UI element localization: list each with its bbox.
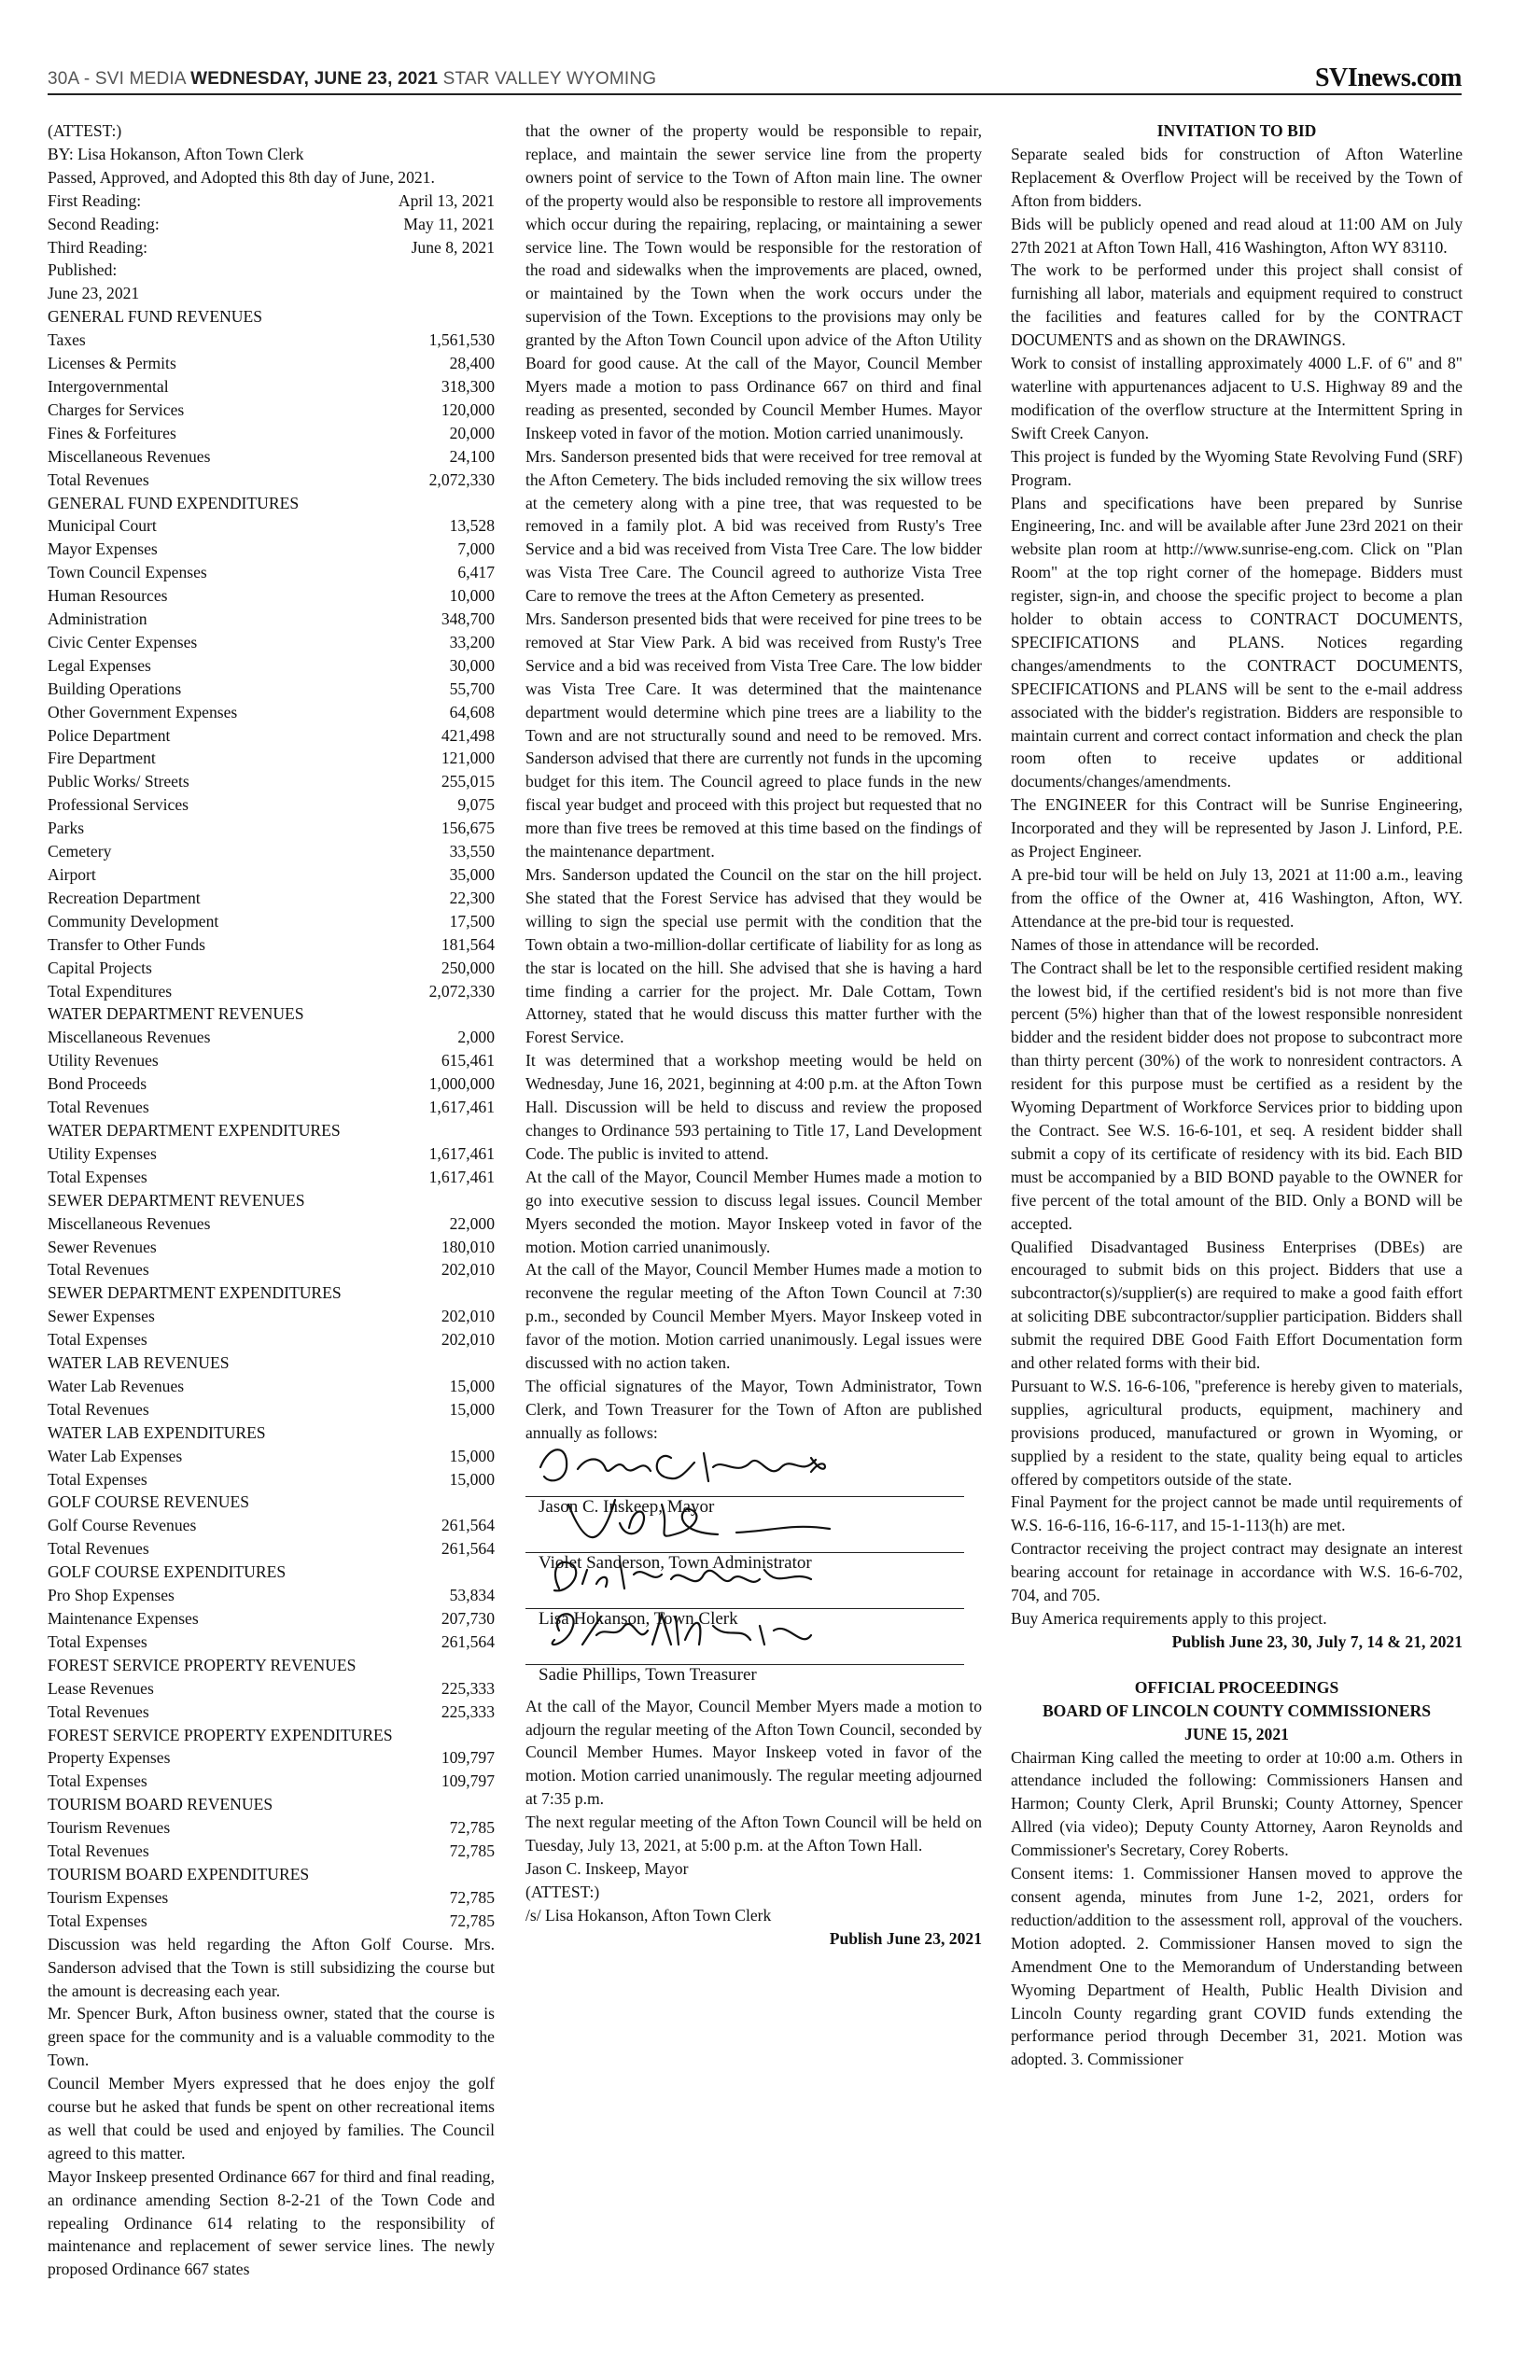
- row-amount: 22,000: [449, 1213, 495, 1233]
- budget-heading: FOREST SERVICE PROPERTY REVENUES: [48, 1655, 357, 1674]
- row-amount: 202,010: [441, 1260, 495, 1280]
- row-amount: 261,564: [441, 1516, 495, 1535]
- budget-heading: WATER DEPARTMENT EXPENDITURES: [48, 1120, 341, 1140]
- budget-row: [48, 1514, 495, 1537]
- paragraph: Mrs. Sanderson updated the Council on the star on the hill project. She stated that the Forest Service has advised that they would be willing to sign the special use permit with the condition that the Town obtain a two-million-dollar certificate of liability for as long as the star is located on the hill. She advised that she is having a hard time finding a carrier for the project. Mr. Dale Cottam, Town Attorney, stated that he would discuss this matter further with the Forest Service.: [525, 865, 982, 1047]
- row-label: Third Reading:: [48, 237, 148, 257]
- budget-row: [48, 1886, 495, 1910]
- paragraph: Mr. Spencer Burk, Afton business owner, stated that the course is green space for the community and is a valuable commodity to the Town.: [48, 2004, 495, 2070]
- budget-heading: TOURISM BOARD REVENUES: [48, 1795, 273, 1814]
- row-amount: 1,617,461: [428, 1098, 495, 1117]
- paragraph: Mayor Inskeep presented Ordinance 667 for third and final reading, an ordinance amending Section 8-2-21 of the Town Code and repealing Ordinance 614 relating to the responsibility of maintenance and replacement of sewer service lines. The newly proposed Ordinance 667 states: [48, 2166, 495, 2279]
- budget-row: [48, 1328, 495, 1351]
- column-town-budget: [48, 119, 495, 2281]
- budget-row: [48, 375, 495, 399]
- row-label: Building Operations: [48, 679, 182, 698]
- row-amount: 202,010: [441, 1307, 495, 1326]
- signatory-name: Sadie Phillips, Town Treasurer: [539, 1664, 757, 1685]
- row-label: Total Revenues: [48, 1701, 149, 1721]
- page-header: [48, 65, 1462, 95]
- budget-row: [48, 770, 495, 793]
- row-label: Miscellaneous Revenues: [48, 446, 211, 466]
- row-amount: 2,072,330: [428, 981, 495, 1001]
- row-amount: 180,010: [441, 1237, 495, 1256]
- bid-title: INVITATION TO BID: [1156, 121, 1317, 140]
- budget-row: [48, 1398, 495, 1421]
- budget-row: [48, 584, 495, 608]
- budget-heading: GENERAL FUND EXPENDITURES: [48, 493, 300, 512]
- paragraph: that the owner of the property would be responsible to repair, replace, and maintain the sewer service line from the property owners point of service to the Town of Afton main line. The owner of the property would also be responsible to restore all improvements which occur during the repairing, replacing, or maintaining a sewer service line. The Town would be responsible for the restoration of the road and sidewalks when the improvements are placed, owned, or maintained by the Town when the work occurs under the supervision of the Town. Exceptions to the provisions may only be granted by the Afton Town Council upon advice of the Afton Utility Board for good cause. At the call of the Mayor, Council Member Myers made a motion to pass Ordinance 667 on third and final reading as presented, seconded by Council Member Humes. Mayor Inskeep voted in favor of the motion. Motion carried unanimously.: [525, 121, 982, 442]
- row-label: Human Resources: [48, 586, 168, 606]
- signature-line: [525, 1633, 982, 1685]
- closing-paragraphs: [525, 1695, 982, 1857]
- budget-row: [48, 1840, 495, 1863]
- row-amount: 109,797: [441, 1771, 495, 1791]
- proceedings-heading: BOARD OF LINCOLN COUNTY COMMISSIONERS: [1042, 1701, 1432, 1720]
- paragraph: The next regular meeting of the Afton Town Council will be held on Tuesday, July 13, 2021, at 5:00 p.m. at the Afton Town Hall.: [525, 1813, 982, 1855]
- paragraph: Discussion was held regarding the Afton Golf Course. Mrs. Sanderson advised that the Town is still subsidizing the course but the amount is decreasing each year.: [48, 1934, 495, 2000]
- row-label: Lease Revenues: [48, 1678, 154, 1698]
- budget-row: [48, 817, 495, 840]
- row-amount: 121,000: [441, 749, 495, 768]
- proceedings-heading: JUNE 15, 2021: [1184, 1724, 1289, 1743]
- reading-row: [48, 236, 495, 259]
- budget-row: [48, 1305, 495, 1328]
- row-label: First Reading:: [48, 190, 142, 210]
- published-line: Published:: [48, 260, 118, 280]
- row-amount: 207,730: [441, 1609, 495, 1628]
- handwritten-signature: [531, 1607, 970, 1663]
- row-label: Maintenance Expenses: [48, 1609, 199, 1628]
- proceedings-title: [1011, 1676, 1463, 1746]
- intro-line: BY: Lisa Hokanson, Afton Town Clerk: [48, 144, 304, 163]
- row-amount: 181,564: [441, 934, 495, 954]
- row-label: Pro Shop Expenses: [48, 1586, 175, 1605]
- budget-row: [48, 1468, 495, 1491]
- paragraph: At the call of the Mayor, Council Member Humes made a motion to go into executive session to discuss legal issues. Council Member Myers seconded the motion. Mayor Inskeep voted in favor of the motion. Motion carried unanimously.: [525, 1167, 982, 1256]
- budget-row: [48, 1072, 495, 1096]
- row-label: Licenses & Permits: [48, 354, 176, 373]
- budget-row: [48, 1910, 495, 1933]
- paragraph: Bids will be publicly opened and read aloud at 11:00 AM on July 27th 2021 at Afton Town Hall, 416 Washington, Afton WY 83110.: [1011, 214, 1463, 257]
- signoff-line: (ATTEST:): [525, 1882, 600, 1901]
- row-label: Total Revenues: [48, 1539, 149, 1559]
- paragraph: Pursuant to W.S. 16-6-106, "preference is hereby given to materials, supplies, agricultural products, equipment, machinery and provisions produced, manufactured or grown in Wyoming, or supplied by a resident to the state, quality being equal to articles offered by competitors outside of the state.: [1011, 1376, 1463, 1489]
- budget-row: [48, 933, 495, 957]
- budget-heading: GOLF COURSE REVENUES: [48, 1492, 250, 1512]
- row-label: Intergovernmental: [48, 376, 169, 396]
- row-label: Public Works/ Streets: [48, 772, 189, 791]
- header-left: [48, 69, 656, 90]
- column-notices: [1011, 119, 1463, 2071]
- row-label: Water Lab Expenses: [48, 1446, 183, 1465]
- row-label: Charges for Services: [48, 399, 185, 419]
- budget-table: [48, 305, 495, 1932]
- row-amount: 109,797: [441, 1748, 495, 1768]
- paragraph: Chairman King called the meeting to order at 10:00 a.m. Others in attendance included the following: Commissioners Hansen and Harmon; County Clerk, April Brunski; County Attorney, Spencer Allred (via video); Deputy County Attorney, Aaron Reynolds and Commissioner's Secretary, Corey Roberts.: [1011, 1747, 1463, 1860]
- row-label: Sewer Expenses: [48, 1307, 155, 1326]
- row-label: Sewer Revenues: [48, 1237, 157, 1256]
- budget-row: [48, 1375, 495, 1398]
- paragraph: Buy America requirements apply to this project.: [1011, 1609, 1327, 1628]
- budget-row: [48, 1445, 495, 1468]
- row-amount: 6,417: [457, 563, 495, 582]
- budget-row: [48, 793, 495, 817]
- budget-row: [48, 422, 495, 445]
- row-amount: 318,300: [441, 376, 495, 396]
- header-section: 30A - SVI MEDIA: [48, 69, 186, 89]
- budget-row: [48, 1049, 495, 1072]
- paragraph: Council Member Myers expressed that he does enjoy the golf course but he asked that funds be spent on other recreational items as well that could be used and enjoyed by families. The Council agreed to this matter.: [48, 2074, 495, 2163]
- row-label: Total Expenditures: [48, 981, 173, 1001]
- row-label: Bond Proceeds: [48, 1074, 147, 1094]
- row-label: Tourism Revenues: [48, 1818, 171, 1838]
- paragraph: At the call of the Mayor, Council Member Myers made a motion to adjourn the regular meeting of the Afton Town Council, seconded by Council Member Humes. Mayor Inskeep voted in favor of the motion. Motion carried unanimously. The regular meeting adjourned at 7:35 p.m.: [525, 1696, 982, 1809]
- row-label: Parks: [48, 819, 85, 838]
- row-amount: 348,700: [441, 609, 495, 629]
- row-amount: 64,608: [449, 702, 495, 721]
- row-amount: 1,561,530: [428, 330, 495, 350]
- row-amount: 225,333: [441, 1701, 495, 1721]
- row-amount: 15,000: [449, 1376, 495, 1395]
- paragraph: The ENGINEER for this Contract will be Sunrise Engineering, Incorporated and they will be represented by Jason J. Linford, P.E. as Project Engineer.: [1011, 795, 1463, 861]
- budget-heading: GENERAL FUND REVENUES: [48, 307, 263, 327]
- paragraph: Plans and specifications have been prepared by Sunrise Engineering, Inc. and will be available after June 23rd 2021 on their website plan room at http://www.sunrise-eng.com. Click on "Plan Room" at the top right corner of the homepage. Bidders must register, sign-in, and choose the specific project to become a plan holder to obtain access to CONTRACT DOCUMENTS, SPECIFICATIONS and PLANS. Notices regarding changes/amendments to the CONTRACT DOCUMENTS, SPECIFICATIONS and PLANS will be sent to the e-mail address associated with the bidder's registration. Bidders are responsible to maintain current and correct contact information and check the plan room often to receive updates or additional documents/changes/amendments.: [1011, 493, 1463, 791]
- row-label: Total Revenues: [48, 469, 149, 489]
- row-label: Total Revenues: [48, 1399, 149, 1419]
- row-label: Miscellaneous Revenues: [48, 1213, 211, 1233]
- budget-row: [48, 724, 495, 748]
- row-label: Police Department: [48, 725, 171, 745]
- budget-row: [48, 957, 495, 980]
- row-amount: 15,000: [449, 1446, 495, 1465]
- budget-row: [48, 1607, 495, 1631]
- budget-row: [48, 1142, 495, 1166]
- paragraph: The work to be performed under this project shall consist of furnishing all labor, materials and equipment required to construct the facilities and features called for by the CONTRACT DOCUMENTS and as shown on the DRAWINGS.: [1011, 260, 1463, 350]
- budget-row: [48, 701, 495, 724]
- row-label: Fire Department: [48, 749, 156, 768]
- paragraph: This project is funded by the Wyoming State Revolving Fund (SRF) Program.: [1011, 446, 1463, 489]
- paragraph: Final Payment for the project cannot be made until requirements of W.S. 16-6-116, 16-6-117, and 15-1-113(h) are met.: [1011, 1492, 1463, 1535]
- row-label: Miscellaneous Revenues: [48, 1028, 211, 1047]
- row-amount: May 11, 2021: [403, 214, 495, 233]
- row-amount: 255,015: [441, 772, 495, 791]
- row-label: Tourism Expenses: [48, 1887, 169, 1907]
- row-amount: 2,072,330: [428, 469, 495, 489]
- budget-row: [48, 538, 495, 561]
- paragraph: The Contract shall be let to the responsible certified resident making the lowest bid, if the certified resident's bid is not more than five percent (5%) higher than that of the lowest responsible nonresident bidder and the resident bidder does not propose to subcontract more than thirty percent (30%) of the work to nonresident contractors. A resident for this purpose must be certified as a resident by the Wyoming Department of Workforce Services prior to bidding upon the Contract. See W.S. 16-6-101, et seq. A resident bidder shall submit a copy of its certificate of residency with its bid. Each BID must be accompanied by a BID BOND payable to the OWNER for five percent of the total amount of the BID. Only a BOND will be accepted.: [1011, 958, 1463, 1233]
- row-amount: 53,834: [449, 1586, 495, 1605]
- budget-heading: TOURISM BOARD EXPENDITURES: [48, 1864, 310, 1883]
- row-label: Fines & Forfeitures: [48, 423, 176, 442]
- budget-row: [48, 1701, 495, 1724]
- row-amount: 28,400: [449, 354, 495, 373]
- budget-heading: SEWER DEPARTMENT REVENUES: [48, 1190, 305, 1210]
- budget-row: [48, 1236, 495, 1259]
- row-amount: 1,000,000: [428, 1074, 495, 1094]
- row-label: Airport: [48, 865, 96, 884]
- budget-heading: WATER LAB EXPENDITURES: [48, 1422, 266, 1442]
- signatory-name: Violet Sanderson, Town Administrator: [539, 1552, 812, 1573]
- row-amount: 250,000: [441, 958, 495, 977]
- signoff-line: Jason C. Inskeep, Mayor: [525, 1859, 689, 1878]
- budget-row: [48, 1746, 495, 1770]
- paragraph: Qualified Disadvantaged Business Enterprises (DBEs) are encouraged to submit bids on this project. Bidders that use a subcontractor(s)/supplier(s) are required to make a good faith effort at soliciting DBE subcontractor/supplier participation. Bidders shall submit the required DBE Good Faith Effort Documentation form and other related forms with their bid.: [1011, 1237, 1463, 1373]
- budget-heading: FOREST SERVICE PROPERTY EXPENDITURES: [48, 1725, 393, 1744]
- budget-row: [48, 747, 495, 770]
- budget-row: [48, 1677, 495, 1701]
- row-label: Municipal Court: [48, 516, 157, 536]
- row-amount: 35,000: [449, 865, 495, 884]
- row-amount: 120,000: [441, 399, 495, 419]
- paragraph: Contractor receiving the project contract may designate an interest bearing account for retainage in accordance with W.S. 16-6-702, 704, and 705.: [1011, 1539, 1463, 1605]
- handwritten-signature: [531, 1439, 970, 1495]
- row-amount: 72,785: [449, 1818, 495, 1838]
- paragraph: Consent items: 1. Commissioner Hansen moved to approve the consent agenda, minutes from June 1-2, 2021, orders for reduction/addition to the assessment roll, approval of the vouchers. Motion adopted. 2. Commissioner Hansen moved to sign the Amendment One to the Memorandum of Understanding between Wyoming Department of Health, Public Health Division and Lincoln County regarding grant COVID funds extending the performance period through December 31, 2021. Motion was adopted. 3. Commissioner: [1011, 1864, 1463, 2069]
- budget-row: [48, 1258, 495, 1281]
- row-label: Total Expenses: [48, 1631, 147, 1651]
- budget-row: [48, 1584, 495, 1607]
- budget-row: [48, 1631, 495, 1654]
- budget-row: [48, 887, 495, 910]
- row-label: Total Revenues: [48, 1098, 149, 1117]
- signoff-block: [525, 1857, 982, 1927]
- row-amount: 261,564: [441, 1631, 495, 1651]
- row-label: Total Expenses: [48, 1911, 147, 1930]
- row-label: Property Expenses: [48, 1748, 171, 1768]
- row-label: Administration: [48, 609, 147, 629]
- row-amount: 13,528: [449, 516, 495, 536]
- row-label: Taxes: [48, 330, 86, 350]
- row-label: Legal Expenses: [48, 655, 151, 675]
- row-label: Civic Center Expenses: [48, 632, 198, 651]
- row-label: Total Revenues: [48, 1260, 149, 1280]
- budget-row: [48, 469, 495, 492]
- row-label: Recreation Department: [48, 888, 201, 907]
- budget-row: [48, 608, 495, 631]
- row-label: Capital Projects: [48, 958, 152, 977]
- published-line: June 23, 2021: [48, 284, 140, 303]
- reading-row: [48, 213, 495, 236]
- row-label: Mayor Expenses: [48, 539, 158, 559]
- row-amount: 72,785: [449, 1911, 495, 1930]
- budget-row: [48, 1816, 495, 1840]
- publish-line: Publish June 23, 2021: [829, 1928, 982, 1948]
- row-amount: 33,200: [449, 632, 495, 651]
- row-amount: 261,564: [441, 1539, 495, 1559]
- row-amount: 33,550: [449, 842, 495, 861]
- budget-row: [48, 399, 495, 422]
- paragraph: Separate sealed bids for construction of Afton Waterline Replacement & Overflow Project will be received by the Town of Afton from bidders.: [1011, 144, 1463, 210]
- budget-heading: WATER DEPARTMENT REVENUES: [48, 1004, 304, 1024]
- paragraph: Names of those in attendance will be recorded.: [1011, 934, 1320, 954]
- signatory-name: Jason C. Inskeep, Mayor: [539, 1496, 715, 1517]
- budget-row: [48, 1026, 495, 1049]
- published-block: [48, 259, 495, 305]
- attest-block: [48, 119, 495, 189]
- row-amount: 225,333: [441, 1678, 495, 1698]
- row-amount: 615,461: [441, 1051, 495, 1071]
- paragraph: A pre-bid tour will be held on July 13, 2021 at 11:00 a.m., leaving from the office of the Owner at, 416 Washington, Afton, WY. Attendance at the pre-bid tour is requested.: [1011, 865, 1463, 931]
- minutes-paragraphs: [525, 119, 982, 1445]
- reading-row: [48, 189, 495, 213]
- row-amount: 55,700: [449, 679, 495, 698]
- budget-row: [48, 1537, 495, 1561]
- budget-row: [48, 561, 495, 584]
- paragraph: Work to consist of installing approximately 4000 L.F. of 6" and 8" waterline with appurtenances adjacent to U.S. Highway 89 and the modification of the overflow structure at the Intermittent Spring in Swift Creek Canyon.: [1011, 354, 1463, 442]
- minutes-paragraphs: [48, 1933, 495, 2282]
- budget-heading: GOLF COURSE EXPENDITURES: [48, 1562, 287, 1582]
- row-label: Second Reading:: [48, 214, 160, 233]
- row-label: Total Expenses: [48, 1330, 147, 1350]
- header-date: WEDNESDAY, JUNE 23, 2021: [190, 69, 439, 89]
- budget-row: [48, 1212, 495, 1236]
- signoff-line: /s/ Lisa Hokanson, Afton Town Clerk: [525, 1905, 772, 1925]
- paragraph: It was determined that a workshop meeting would be held on Wednesday, June 16, 2021, beginning at 4:00 p.m. at the Afton Town Hall. Discussion will be held to discuss and review the proposed changes to Ordinance 593 pertaining to Title 17, Land Development Code. The public is invited to attend.: [525, 1051, 982, 1163]
- paragraph: Mrs. Sanderson presented bids that were received for tree removal at the Afton Cemetery. The bids included removing the six willow trees at the cemetery along with a pine tree, that was requested to be removed in a family plot. A bid was received from Rusty's Tree Service and a bid was received from Vista Tree Care. The low bidder was Vista Tree Care. The Council agreed to authorize Vista Tree Care to remove the trees at the Afton Cemetery as presented.: [525, 446, 982, 606]
- row-label: Total Expenses: [48, 1469, 147, 1489]
- row-amount: 1,617,461: [428, 1143, 495, 1163]
- row-label: Water Lab Revenues: [48, 1376, 185, 1395]
- row-label: Golf Course Revenues: [48, 1516, 197, 1535]
- row-amount: 2,000: [457, 1028, 495, 1047]
- signatures-block: [525, 1465, 982, 1685]
- site-name[interactable]: SVInews.com: [1314, 63, 1462, 92]
- budget-row: [48, 863, 495, 887]
- handwritten-signature: [531, 1551, 970, 1607]
- bid-paragraphs: [1011, 143, 1463, 1631]
- row-amount: 9,075: [457, 795, 495, 815]
- row-amount: 17,500: [449, 911, 495, 931]
- budget-row: [48, 1096, 495, 1119]
- row-amount: 7,000: [457, 539, 495, 559]
- proceedings-paragraphs: [1011, 1746, 1463, 2072]
- row-amount: 1,617,461: [428, 1167, 495, 1186]
- budget-row: [48, 631, 495, 654]
- budget-row: [48, 445, 495, 469]
- budget-row: [48, 840, 495, 863]
- budget-row: [48, 329, 495, 352]
- row-amount: April 13, 2021: [398, 190, 495, 210]
- row-amount: 10,000: [449, 586, 495, 606]
- paragraph: Mrs. Sanderson presented bids that were received for pine trees to be removed at Star View Park. A bid was received from Rusty's Tree Service and a bid was received from Vista Tree Care. The low bidder was Vista Tree Care. It was determined that the maintenance department would determine which pine trees are a liability to the Town and are not structurally sound and need to be removed. Mrs. Sanderson advised that there are currently not funds in the upcoming budget for this item. The Council agreed to place funds in the new fiscal year budget and proceed with this project but requested that no more than five trees be removed at this time based on the findings of the maintenance department.: [525, 609, 982, 861]
- handwritten-signature: [531, 1495, 970, 1551]
- header-location: STAR VALLEY WYOMING: [442, 69, 657, 89]
- row-amount: 20,000: [449, 423, 495, 442]
- row-amount: 15,000: [449, 1469, 495, 1489]
- budget-heading: WATER LAB REVENUES: [48, 1353, 230, 1373]
- budget-row: [48, 910, 495, 933]
- budget-heading: SEWER DEPARTMENT EXPENDITURES: [48, 1283, 342, 1303]
- budget-row: [48, 678, 495, 701]
- budget-row: [48, 514, 495, 538]
- row-label: Total Expenses: [48, 1771, 147, 1791]
- row-amount: 72,785: [449, 1887, 495, 1907]
- budget-row: [48, 1770, 495, 1793]
- row-amount: 156,675: [441, 819, 495, 838]
- bid-publish-line: Publish June 23, 30, July 7, 14 & 21, 2021: [1171, 1631, 1463, 1651]
- row-label: Transfer to Other Funds: [48, 934, 205, 954]
- row-label: Town Council Expenses: [48, 563, 207, 582]
- row-label: Professional Services: [48, 795, 189, 815]
- row-amount: 202,010: [441, 1330, 495, 1350]
- intro-line: (ATTEST:): [48, 121, 122, 140]
- readings-list: [48, 189, 495, 259]
- budget-row: [48, 1166, 495, 1189]
- row-label: Total Revenues: [48, 1841, 149, 1861]
- intro-line: Passed, Approved, and Adopted this 8th day of June, 2021.: [48, 167, 435, 187]
- budget-row: [48, 654, 495, 678]
- row-label: Other Government Expenses: [48, 702, 238, 721]
- paragraph: At the call of the Mayor, Council Member Humes made a motion to reconvene the regular meeting of the Afton Town Council at 7:30 p.m., seconded by Council Member Myers. Mayor Inskeep voted in favor of the motion. Motion carried unanimously. Legal issues were discussed with no action taken.: [525, 1260, 982, 1373]
- row-label: Utility Revenues: [48, 1051, 159, 1071]
- row-amount: 421,498: [441, 725, 495, 745]
- row-amount: 15,000: [449, 1399, 495, 1419]
- paragraph: The official signatures of the Mayor, Town Administrator, Town Clerk, and Town Treasurer for the Town of Afton are published annually as follows:: [525, 1376, 982, 1442]
- row-amount: 22,300: [449, 888, 495, 907]
- row-label: Total Expenses: [48, 1167, 147, 1186]
- proceedings-heading: OFFICIAL PROCEEDINGS: [1134, 1677, 1339, 1697]
- column-council-minutes: [525, 119, 982, 1951]
- row-label: Community Development: [48, 911, 219, 931]
- budget-row: [48, 980, 495, 1003]
- row-label: Utility Expenses: [48, 1143, 157, 1163]
- budget-row: [48, 352, 495, 375]
- row-amount: June 8, 2021: [411, 237, 495, 257]
- signatory-name: Lisa Hokanson, Town Clerk: [539, 1608, 738, 1629]
- row-amount: 72,785: [449, 1841, 495, 1861]
- row-label: Cemetery: [48, 842, 112, 861]
- row-amount: 24,100: [449, 446, 495, 466]
- row-amount: 30,000: [449, 655, 495, 675]
